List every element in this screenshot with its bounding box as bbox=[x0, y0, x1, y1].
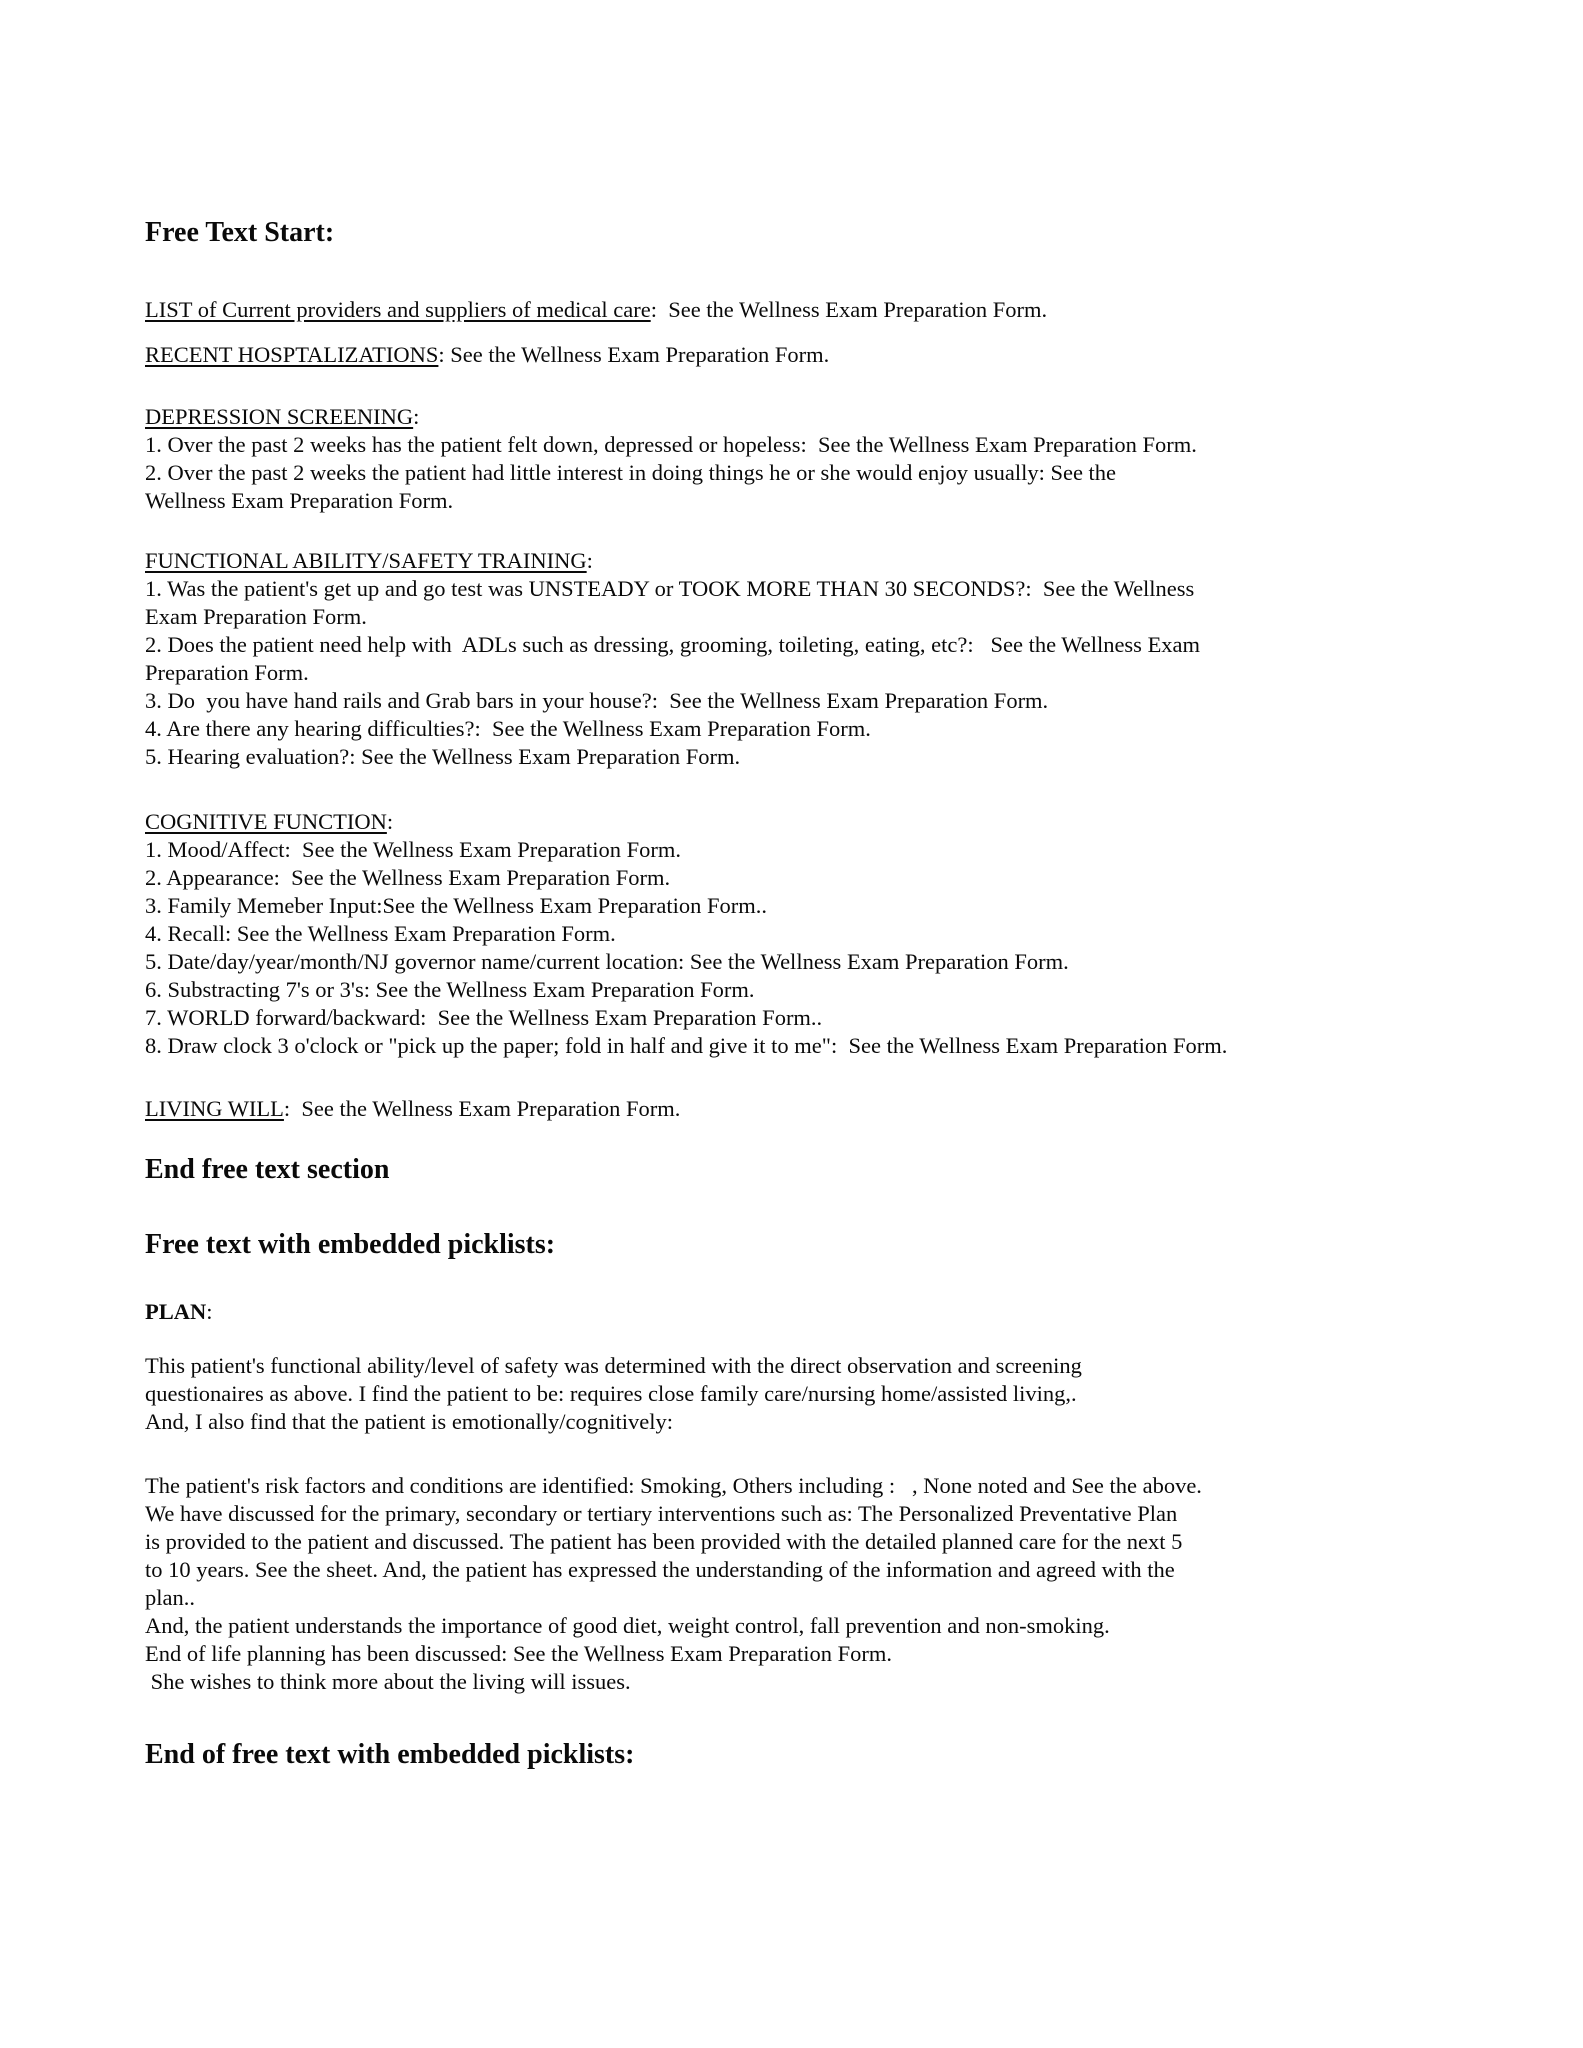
cognitive-function-section bbox=[145, 808, 1473, 1060]
text-line: 2. Appearance: See the Wellness Exam Preparation Form. bbox=[145, 865, 671, 890]
depression-colon: : bbox=[413, 404, 420, 429]
text-line: 3. Family Memeber Input:See the Wellness Exam Preparation Form.. bbox=[145, 893, 768, 918]
hospitalizations-line bbox=[145, 341, 1473, 369]
picklists-heading: Free text with embedded picklists: bbox=[145, 1229, 556, 1260]
text-line: Preparation Form. bbox=[145, 660, 309, 685]
plan-colon: : bbox=[206, 1299, 213, 1324]
end-free-text-heading: End free text section bbox=[145, 1154, 390, 1185]
depression-label: DEPRESSION SCREENING bbox=[145, 404, 414, 429]
text-line: 8. Draw clock 3 o'clock or "pick up the paper; fold in half and give it to me": See the Wellness Exam Preparation Form. bbox=[145, 1033, 1228, 1058]
plan-label: PLAN bbox=[145, 1299, 207, 1324]
text-line: End of life planning has been discussed: See the Wellness Exam Preparation Form. bbox=[145, 1641, 892, 1666]
depression-items bbox=[145, 431, 1473, 515]
text-line: 5. Date/day/year/month/NJ governor name/current location: See the Wellness Exam Preparation Form. bbox=[145, 949, 1069, 974]
text-line: 2. Over the past 2 weeks the patient had little interest in doing things he or she would enjoy usually: See the bbox=[145, 460, 1117, 485]
cognitive-label: COGNITIVE FUNCTION bbox=[145, 809, 387, 834]
cognitive-items bbox=[145, 836, 1473, 1060]
text-line: 6. Substracting 7's or 3's: See the Wellness Exam Preparation Form. bbox=[145, 977, 755, 1002]
text-line: We have discussed for the primary, secondary or tertiary interventions such as: The Personalized Preventative Plan bbox=[145, 1501, 1178, 1526]
functional-label: FUNCTIONAL ABILITY/SAFETY TRAINING bbox=[145, 548, 587, 573]
text-line: 1. Over the past 2 weeks has the patient felt down, depressed or hopeless: See the Wellness Exam Preparation Form. bbox=[145, 432, 1197, 457]
living-will-value: : See the Wellness Exam Preparation Form. bbox=[283, 1096, 681, 1121]
text-line: 3. Do you have hand rails and Grab bars in your house?: See the Wellness Exam Preparation Form. bbox=[145, 688, 1049, 713]
text-line: And, the patient understands the importance of good diet, weight control, fall prevention and non-smoking. bbox=[145, 1613, 1110, 1638]
text-line: 2. Does the patient need help with ADLs such as dressing, grooming, toileting, eating, etc?: See the Wellness Exam bbox=[145, 632, 1201, 657]
plan-line bbox=[145, 1298, 1473, 1326]
living-will-label: LIVING WILL bbox=[145, 1096, 284, 1121]
text-line: plan.. bbox=[145, 1585, 195, 1610]
text-line: She wishes to think more about the living will issues. bbox=[145, 1669, 631, 1694]
providers-line bbox=[145, 296, 1473, 324]
text-line: 1. Was the patient's get up and go test was UNSTEADY or TOOK MORE THAN 30 SECONDS?: See the Wellness bbox=[145, 576, 1195, 601]
functional-ability-section bbox=[145, 547, 1473, 771]
end-picklists-heading: End of free text with embedded picklists: bbox=[145, 1739, 635, 1770]
living-will-line bbox=[145, 1095, 1473, 1123]
depression-heading-line bbox=[145, 403, 1473, 431]
text-line: Exam Preparation Form. bbox=[145, 604, 367, 629]
functional-heading-line bbox=[145, 547, 1473, 575]
depression-screening-section bbox=[145, 403, 1473, 515]
text-line: This patient's functional ability/level of safety was determined with the direct observation and screening bbox=[145, 1353, 1082, 1378]
text-line: 7. WORLD forward/backward: See the Wellness Exam Preparation Form.. bbox=[145, 1005, 823, 1030]
text-line: is provided to the patient and discussed. The patient has been provided with the detailed planned care for the next 5 bbox=[145, 1529, 1183, 1554]
text-line: The patient's risk factors and conditions are identified: Smoking, Others including : , None noted and See the above. bbox=[145, 1473, 1202, 1498]
free-text-start-heading: Free Text Start: bbox=[145, 217, 335, 248]
plan-paragraph-2 bbox=[145, 1472, 1473, 1696]
functional-items bbox=[145, 575, 1473, 771]
plan-paragraph-1 bbox=[145, 1352, 1473, 1436]
providers-value: : See the Wellness Exam Preparation Form. bbox=[650, 297, 1048, 322]
text-line: Wellness Exam Preparation Form. bbox=[145, 488, 454, 513]
text-line: questionaires as above. I find the patient to be: requires close family care/nursing home/assisted living,. bbox=[145, 1381, 1077, 1406]
cognitive-heading-line bbox=[145, 808, 1473, 836]
hospitalizations-value: : See the Wellness Exam Preparation Form. bbox=[438, 342, 830, 367]
hospitalizations-label: RECENT HOSPTALIZATIONS bbox=[145, 342, 439, 367]
cognitive-colon: : bbox=[386, 809, 394, 834]
providers-label: LIST of Current providers and suppliers of medical care bbox=[145, 297, 651, 322]
text-line: 4. Recall: See the Wellness Exam Preparation Form. bbox=[145, 921, 616, 946]
text-line: 5. Hearing evaluation?: See the Wellness Exam Preparation Form. bbox=[145, 744, 741, 769]
text-line: And, I also find that the patient is emotionally/cognitively: bbox=[145, 1409, 674, 1434]
text-line: 4. Are there any hearing difficulties?: See the Wellness Exam Preparation Form. bbox=[145, 716, 871, 741]
text-line: 1. Mood/Affect: See the Wellness Exam Preparation Form. bbox=[145, 837, 682, 862]
text-line: to 10 years. See the sheet. And, the patient has expressed the understanding of the information and agreed with the bbox=[145, 1557, 1175, 1582]
functional-colon: : bbox=[586, 548, 593, 573]
